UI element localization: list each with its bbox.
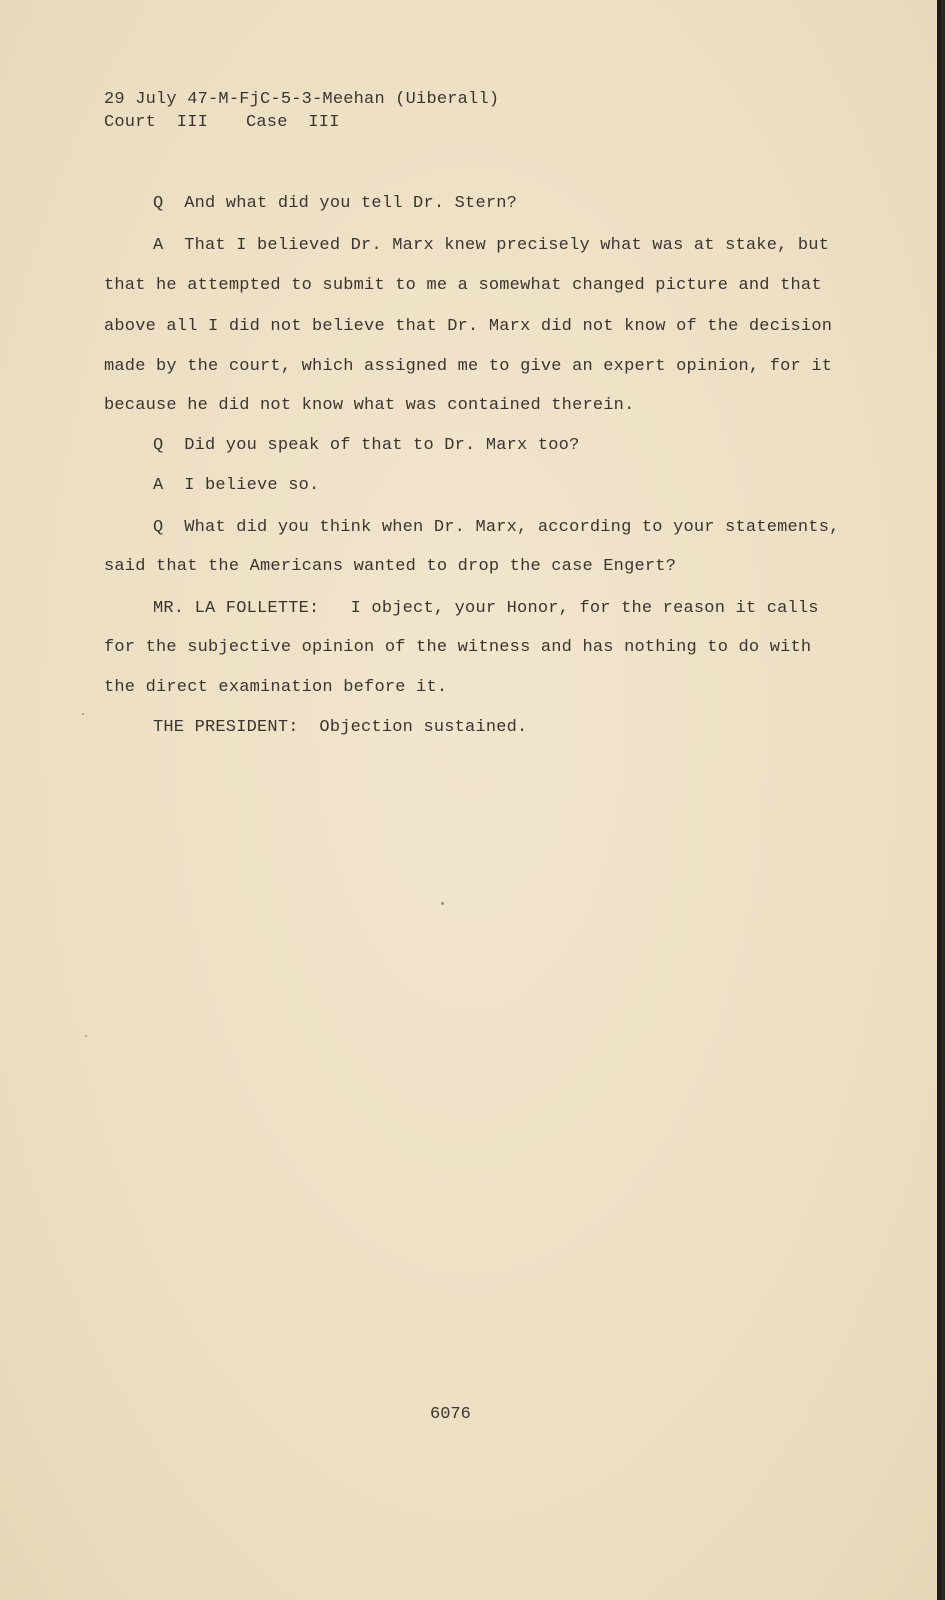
transcript-line: Q What did you think when Dr. Marx, according to your statements, xyxy=(153,518,840,537)
transcript-line: A I believe so. xyxy=(153,476,320,495)
transcript-line: for the subjective opinion of the witness and has nothing to do with xyxy=(104,638,812,657)
transcript-line: above all I did not believe that Dr. Marx did not know of the decision xyxy=(104,317,833,336)
transcript-line: because he did not know what was contained therein. xyxy=(104,396,635,415)
court-label: Court III xyxy=(104,113,209,132)
transcript-line: that he attempted to submit to me a somewhat changed picture and that xyxy=(104,276,822,295)
transcript-line: A That I believed Dr. Marx knew precisely what was at stake, but xyxy=(153,236,830,255)
case-label: Case III xyxy=(246,113,340,132)
transcript-line: the direct examination before it. xyxy=(104,678,448,697)
transcript-line: Q And what did you tell Dr. Stern? xyxy=(153,194,518,213)
transcript-line: said that the Americans wanted to drop the case Engert? xyxy=(104,557,677,576)
page-number: 6076 xyxy=(430,1405,471,1424)
header-line: 29 July 47-M-FjC-5-3-Meehan (Uiberall) xyxy=(104,90,500,109)
paper-speck xyxy=(85,1035,87,1037)
transcript-line: MR. LA FOLLETTE: I object, your Honor, for the reason it calls xyxy=(153,599,819,618)
paper-speck xyxy=(82,713,84,715)
transcript-line: made by the court, which assigned me to give an expert opinion, for it xyxy=(104,357,833,376)
transcript-line: Q Did you speak of that to Dr. Marx too? xyxy=(153,436,580,455)
scan-edge xyxy=(937,0,941,1600)
transcript-line: THE PRESIDENT: Objection sustained. xyxy=(153,718,528,737)
paper-speck xyxy=(441,902,444,905)
